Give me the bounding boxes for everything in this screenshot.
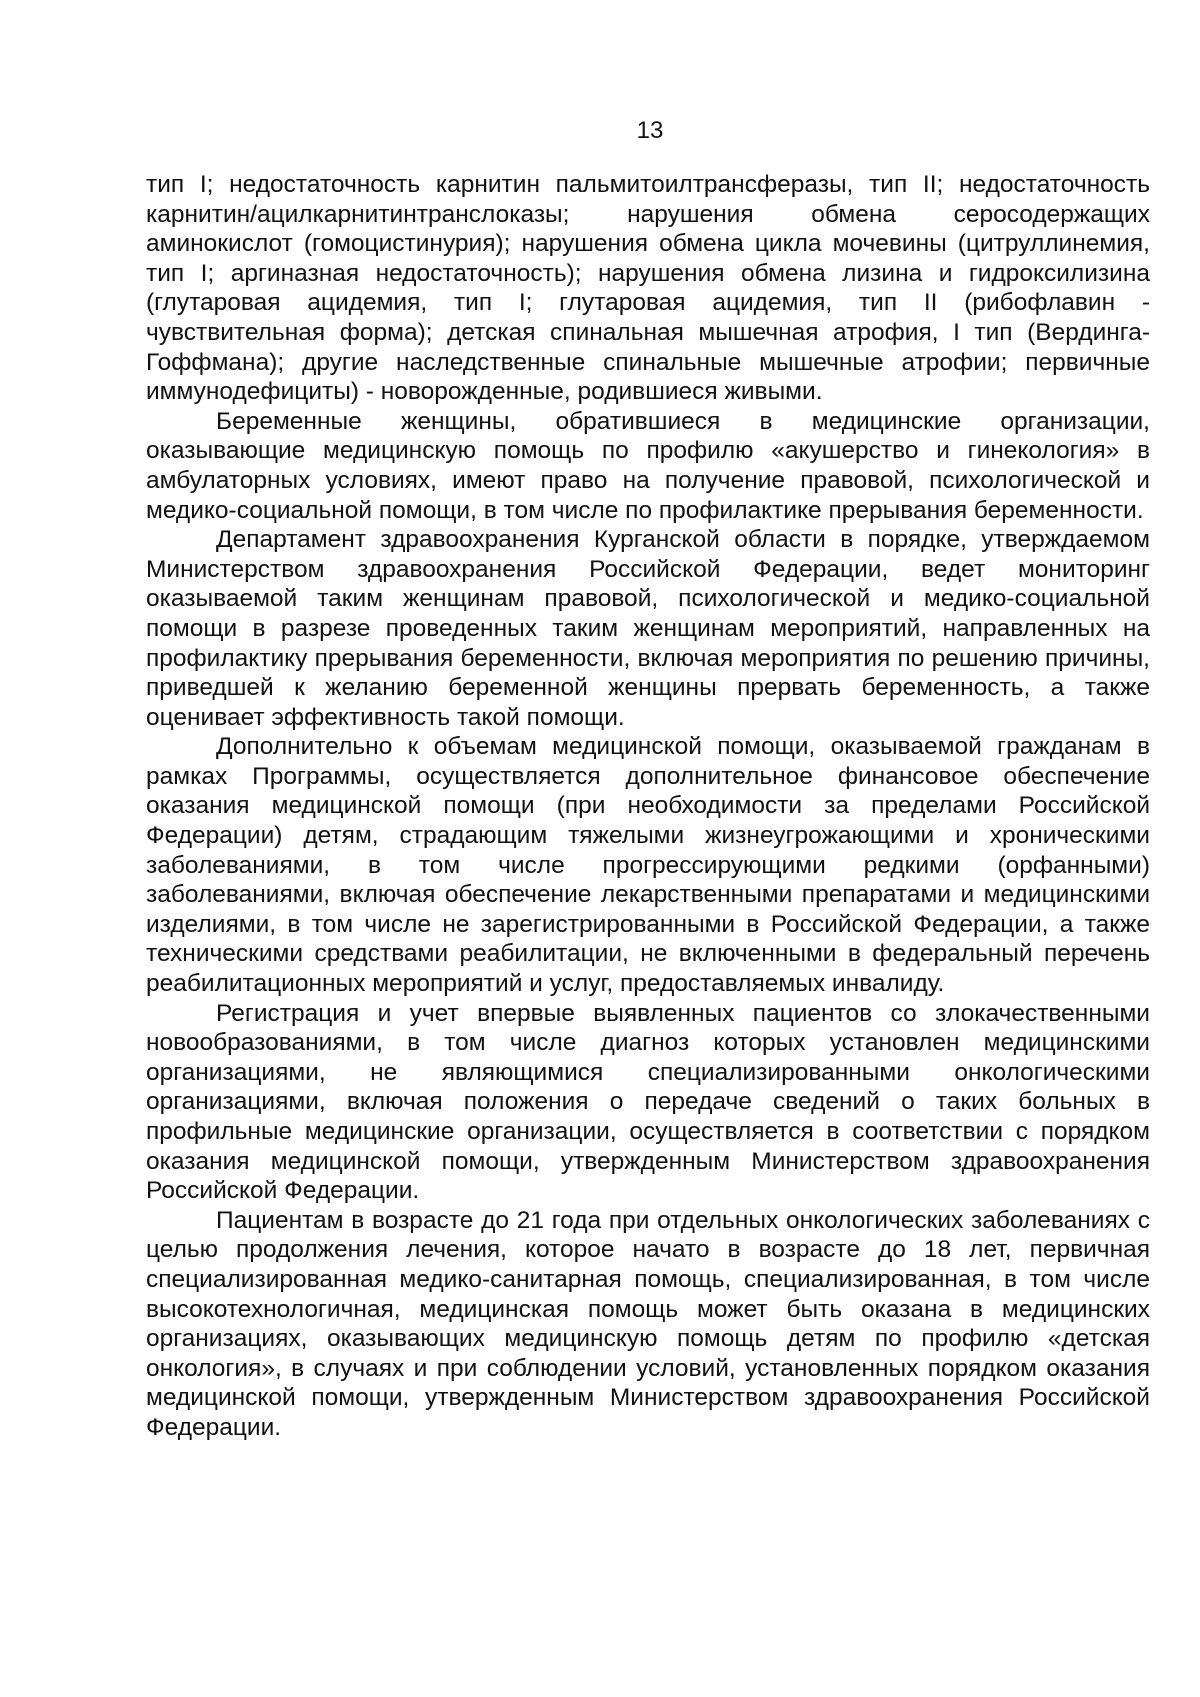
- paragraph-1: тип I; недостаточность карнитин пальмитоилтрансферазы, тип II; недостаточность карнитин/ацилкарнитинтранслоказы; нарушения обмена серосодержащих аминокислот (гомоцистинурия); нарушения обмена цикла мочевины (цитруллинемия, тип I; аргиназная недостаточность); нарушения обмена лизина и гидроксилизина (глутаровая ацидемия, тип I; глутаровая ацидемия, тип II (рибофлавин - чувствительная форма); детская спинальная мышечная атрофия, I тип (Вердинга-Гоффмана); другие наследственные спинальные мышечные атрофии; первичные иммунодефициты) - новорожденные, родившиеся живыми.: [146, 171, 1150, 406]
- page-number: 13: [636, 117, 664, 144]
- document-body: [146, 170, 1150, 1443]
- paragraph-4: Дополнительно к объемам медицинской помощи, оказываемой гражданам в рамках Программы, осуществляется дополнительное финансовое обеспечение оказания медицинской помощи (при необходимости за пределами Российской Федерации) детям, страдающим тяжелыми жизнеугрожающими и хроническими заболеваниями, в том числе прогрессирующими редкими (орфанными) заболеваниями, включая обеспечение лекарственными препаратами и медицинскими изделиями, в том числе не зарегистрированными в Российской Федерации, а также техническими средствами реабилитации, не включенными в федеральный перечень реабилитационных мероприятий и услуг, предоставляемых инвалиду.: [146, 733, 1150, 998]
- paragraph-3: Департамент здравоохранения Курганской области в порядке, утверждаемом Министерством здравоохранения Российской Федерации, ведет мониторинг оказываемой таким женщинам правовой, психологической и медико-социальной помощи в разрезе проведенных таким женщинам мероприятий, направленных на профилактику прерывания беременности, включая мероприятия по решению причины, приведшей к желанию беременной женщины прервать беременность, а также оценивает эффективность такой помощи.: [146, 526, 1150, 731]
- paragraph-6: Пациентам в возрасте до 21 года при отдельных онкологических заболеваниях с целью продолжения лечения, которое начато в возрасте до 18 лет, первичная специализированная медико-санитарная помощь, специализированная, в том числе высокотехнологичная, медицинская помощь может быть оказана в медицинских организациях, оказывающих медицинскую помощь детям по профилю «детская онкология», в случаях и при соблюдении условий, установленных порядком оказания медицинской помощи, утвержденным Министерством здравоохранения Российской Федерации.: [146, 1206, 1150, 1441]
- paragraph-5: Регистрация и учет впервые выявленных пациентов со злокачественными новообразованиями, в том числе диагноз которых установлен медицинскими организациями, не являющимися специализированными онкологическими организациями, включая положения о передаче сведений о таких больных в профильные медицинские организации, осуществляется в соответствии с порядком оказания медицинской помощи, утвержденным Министерством здравоохранения Российской Федерации.: [146, 999, 1150, 1205]
- paragraph-2: Беременные женщины, обратившиеся в медицинские организации, оказывающие медицинскую помощь по профилю «акушерство и гинекология» в амбулаторных условиях, имеют право на получение правовой, психологической и медико-социальной помощи, в том числе по профилактике прерывания беременности.: [146, 407, 1150, 524]
